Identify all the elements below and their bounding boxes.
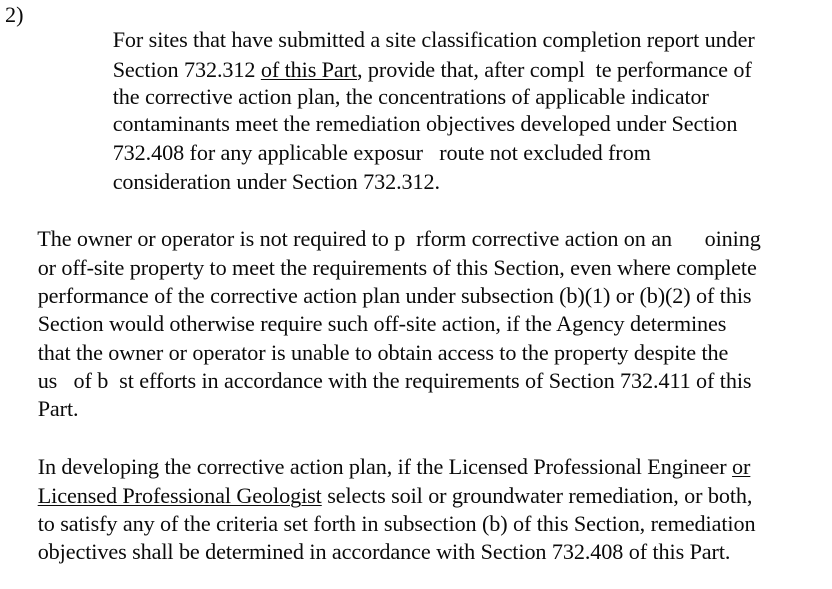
text-line: Section 732.312 of this Part, provide that, after compl te performance of	[112, 57, 752, 82]
text-line: Part.	[37, 396, 79, 421]
text-line: us of b st efforts in accordance with the requirements of Section 732.411 of this	[37, 368, 752, 393]
text-line: the corrective action plan, the concentrations of applicable indicator	[112, 84, 709, 109]
text-line: For sites that have submitted a site classification completion report under	[112, 27, 755, 52]
text-line: contaminants meet the remediation objectives developed under Section	[112, 111, 738, 136]
text-line: that the owner or operator is unable to obtain access to the property despite the	[37, 340, 729, 365]
text-line: to satisfy any of the criteria set forth in subsection (b) of this Section, remediation	[37, 511, 756, 536]
text-line: performance of the corrective action plan under subsection (b)(1) or (b)(2) of this	[37, 283, 752, 308]
text-line: Section would otherwise require such off-site action, if the Agency determines	[37, 311, 727, 336]
text-line: Licensed Professional Geologist selects soil or groundwater remediation, or both,	[37, 483, 753, 508]
text-line: consideration under Section 732.312.	[112, 169, 440, 194]
underlined-text: or	[732, 454, 751, 479]
underlined-text: of this Part	[260, 57, 358, 82]
item-number: 2)	[5, 2, 24, 27]
text-line: The owner or operator is not required to p rform corrective action on an oining	[37, 226, 761, 251]
text-line: In developing the corrective action plan, if the Licensed Professional Engineer or	[37, 454, 751, 479]
underlined-text: Licensed Professional Geologist	[37, 483, 322, 508]
text-line: or off-site property to meet the requirements of this Section, even where complete	[37, 255, 757, 280]
text-line: objectives shall be determined in accordance with Section 732.408 of this Part.	[37, 539, 731, 564]
text-line: 732.408 for any applicable exposur route not excluded from	[112, 140, 651, 165]
